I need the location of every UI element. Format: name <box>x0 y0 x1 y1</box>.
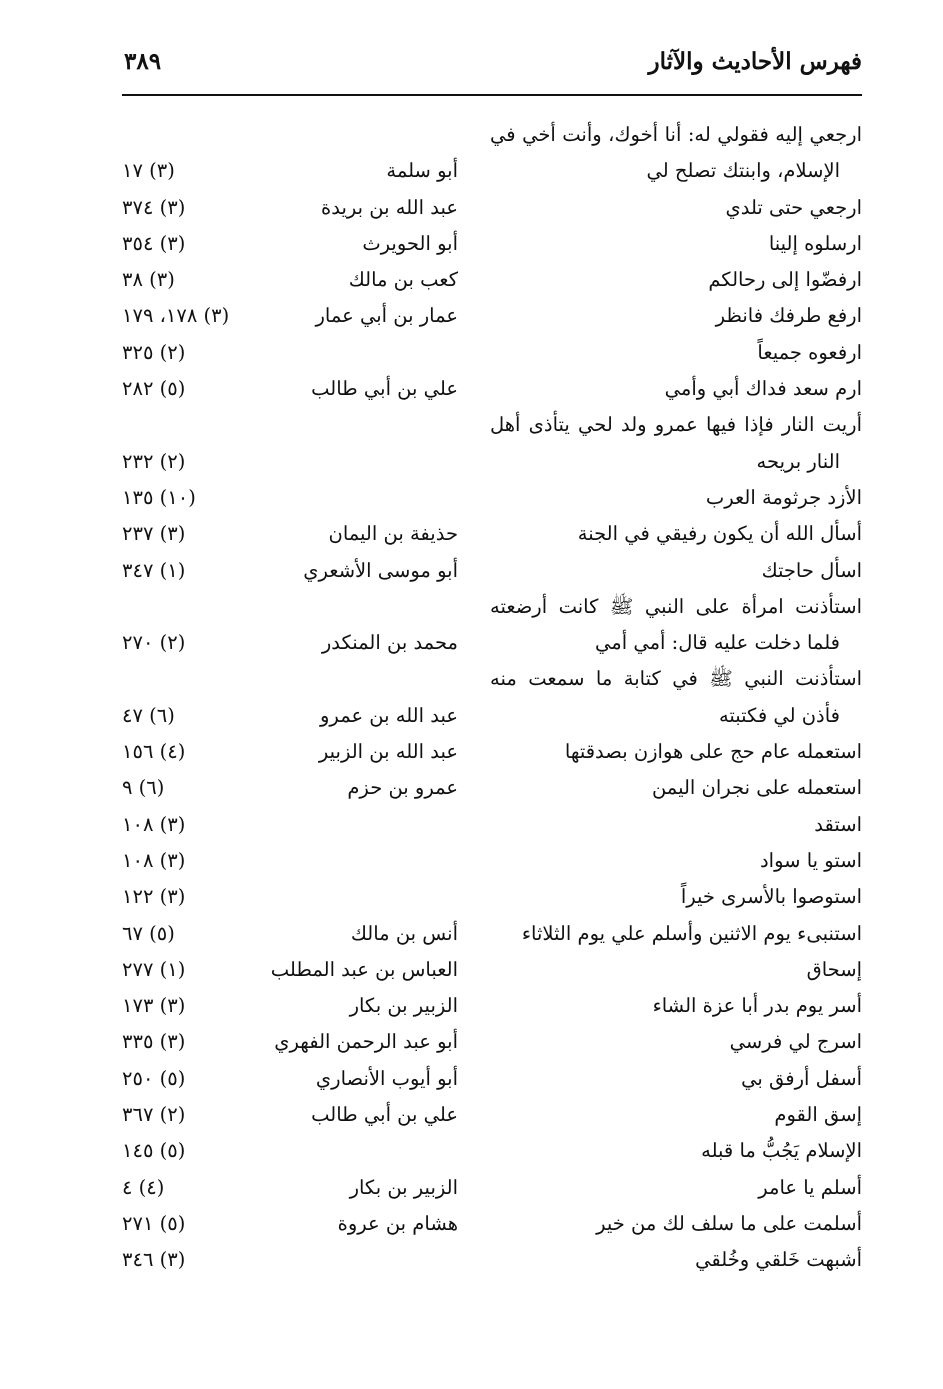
narrator: العباس بن عبد المطلب <box>270 957 458 981</box>
hadith-text: ارفع طرفك فانظر <box>715 304 862 328</box>
index-entry <box>122 483 862 519</box>
entry-line <box>122 991 862 1027</box>
hadith-text: أريت النار فإذا فيها عمرو ولد لحي يتأذى أهل <box>490 413 862 437</box>
hadith-text: استأذنت امرأة على النبي ﷺ كانت أرضعته <box>490 594 862 618</box>
entry-line <box>122 483 862 519</box>
volume-page-reference: (٣) ٣٥٤ <box>122 231 186 255</box>
entry-line <box>122 447 862 483</box>
narrator: علي بن أبي طالب <box>311 377 458 401</box>
narrator: هشام بن عروة <box>337 1211 458 1235</box>
entry-line <box>122 664 862 700</box>
index-entry <box>122 374 862 410</box>
index-entry <box>122 301 862 337</box>
hadith-text: استقد <box>814 812 862 836</box>
index-entry <box>122 193 862 229</box>
running-title: فهرس الأحاديث والآثار <box>648 48 862 75</box>
narrator: أبو موسى الأشعري <box>303 558 458 582</box>
entry-line <box>122 265 862 301</box>
volume-page-reference: (٥) ٢٧١ <box>122 1211 186 1235</box>
index-entry <box>122 1027 862 1063</box>
volume-page-reference: (٢) ٢٧٠ <box>122 631 186 655</box>
volume-page-reference: (٣) ١٠٨ <box>122 812 186 836</box>
hadith-text: أشبهت خَلقي وخُلقي <box>695 1248 862 1272</box>
index-entry <box>122 955 862 991</box>
hadith-text-continuation: فأذن لي فكتبته <box>718 703 840 727</box>
entry-line <box>122 701 862 737</box>
hadith-text: اسرج لي فرسي <box>729 1030 862 1054</box>
index-entry <box>122 882 862 918</box>
hadith-text: استعمله عام حج على هوازن بصدقتها <box>564 740 862 764</box>
entry-line <box>122 1064 862 1100</box>
page-header <box>122 48 862 92</box>
entry-line <box>122 1173 862 1209</box>
narrator: أبو عبد الرحمن الفهري <box>274 1030 458 1054</box>
hadith-text: استنبىء يوم الاثنين وأسلم علي يوم الثلاثاء <box>521 921 862 945</box>
entry-line <box>122 737 862 773</box>
narrator: كعب بن مالك <box>348 268 458 292</box>
index-entry <box>122 265 862 301</box>
index-entry <box>122 991 862 1027</box>
index-entry <box>122 846 862 882</box>
volume-page-reference: (٣) ١٢٢ <box>122 885 186 909</box>
entry-line <box>122 519 862 555</box>
volume-page-reference: (٣) ٣٣٥ <box>122 1030 186 1054</box>
volume-page-reference: (١٠) ١٣٥ <box>122 485 196 509</box>
entry-line <box>122 1245 862 1281</box>
volume-page-reference: (١) ٢٧٧ <box>122 957 186 981</box>
volume-page-reference: (٣) ١٧ <box>122 159 175 183</box>
narrator: عبد الله بن الزبير <box>318 740 458 764</box>
hadith-text: ارجعي حتى تلدي <box>725 195 862 219</box>
volume-page-reference: (٣) ٣٨ <box>122 268 175 292</box>
entry-line <box>122 1100 862 1136</box>
hadith-text: أسفل أرفق بي <box>741 1066 862 1090</box>
index-entry <box>122 592 862 665</box>
hadith-text: ارفضّوا إلى رحالكم <box>708 268 862 292</box>
volume-page-reference: (٢) ٢٣٢ <box>122 449 186 473</box>
hadith-text: أسأل الله أن يكون رفيقي في الجنة <box>577 522 862 546</box>
volume-page-reference: (٢) ٣٢٥ <box>122 340 186 364</box>
volume-page-reference: (٦) ٩ <box>122 776 165 800</box>
entry-line <box>122 410 862 446</box>
hadith-text: الإسلام يَجُبُّ ما قبله <box>701 1139 862 1163</box>
hadith-text: إسق القوم <box>774 1103 862 1127</box>
hadith-text: الأزد جرثومة العرب <box>705 485 862 509</box>
entry-line <box>122 773 862 809</box>
entry-line <box>122 628 862 664</box>
entry-line <box>122 156 862 192</box>
narrator: أبو سلمة <box>386 159 458 183</box>
volume-page-reference: (٥) ١٤٥ <box>122 1139 186 1163</box>
volume-page-reference: (٣) ٢٣٧ <box>122 522 186 546</box>
index-entry <box>122 556 862 592</box>
index-entry <box>122 338 862 374</box>
volume-page-reference: (٤) ١٥٦ <box>122 740 186 764</box>
volume-page-reference: (٣) ١٧٣ <box>122 994 186 1018</box>
volume-page-reference: (٣) ١٧٨، ١٧٩ <box>122 304 230 328</box>
entry-line <box>122 1027 862 1063</box>
volume-page-reference: (٤) ٤ <box>122 1175 165 1199</box>
entry-line <box>122 338 862 374</box>
entry-line <box>122 301 862 337</box>
entry-line <box>122 955 862 991</box>
index-entry <box>122 1100 862 1136</box>
hadith-text-continuation: الإسلام، وابنتك تصلح لي <box>646 159 840 183</box>
volume-page-reference: (٢) ٣٦٧ <box>122 1103 186 1127</box>
index-entry <box>122 737 862 773</box>
entry-line <box>122 592 862 628</box>
index-entry <box>122 810 862 846</box>
entry-line <box>122 120 862 156</box>
index-entry <box>122 1064 862 1100</box>
hadith-text: أسلم يا عامر <box>758 1175 862 1199</box>
index-entry <box>122 1173 862 1209</box>
header-rule <box>122 94 862 96</box>
hadith-text-continuation: فلما دخلت عليه قال: أمي أمي <box>595 631 840 655</box>
volume-page-reference: (٣) ٣٧٤ <box>122 195 186 219</box>
narrator: أبو الحويرث <box>362 231 458 255</box>
narrator: عمرو بن حزم <box>347 776 458 800</box>
hadith-text: إسحاق <box>806 957 862 981</box>
volume-page-reference: (١) ٣٤٧ <box>122 558 186 582</box>
narrator: الزبير بن بكار <box>349 1175 458 1199</box>
volume-page-reference: (٥) ٦٧ <box>122 921 175 945</box>
index-entry <box>122 410 862 483</box>
hadith-text: استعمله على نجران اليمن <box>651 776 862 800</box>
index-entry <box>122 1209 862 1245</box>
narrator: عبد الله بن عمرو <box>320 703 458 727</box>
index-entry <box>122 1245 862 1281</box>
narrator: أنس بن مالك <box>350 921 458 945</box>
index-entry <box>122 664 862 737</box>
narrator: عبد الله بن بريدة <box>321 195 458 219</box>
index-entries <box>122 120 862 1282</box>
hadith-text: أسر يوم بدر أبا عزة الشاء <box>652 994 862 1018</box>
hadith-text-continuation: النار بريحه <box>756 449 840 473</box>
entry-line <box>122 193 862 229</box>
narrator: أبو أيوب الأنصاري <box>315 1066 458 1090</box>
hadith-text: ارجعي إليه فقولي له: أنا أخوك، وأنت أخي في <box>490 123 862 146</box>
entry-line <box>122 1209 862 1245</box>
volume-page-reference: (٥) ٢٥٠ <box>122 1066 186 1090</box>
hadith-text: اسأل حاجتك <box>761 558 862 582</box>
hadith-text: استو يا سواد <box>760 848 862 872</box>
narrator: الزبير بن بكار <box>349 994 458 1018</box>
entry-line <box>122 1136 862 1172</box>
narrator: عمار بن أبي عمار <box>315 304 458 328</box>
index-entry <box>122 1136 862 1172</box>
hadith-text: ارسلوه إلينا <box>768 231 862 255</box>
hadith-text: ارم سعد فداك أبي وأمي <box>664 377 862 401</box>
entry-line <box>122 810 862 846</box>
entry-line <box>122 374 862 410</box>
page-number: ٣٨٩ <box>124 48 162 75</box>
narrator: محمد بن المنكدر <box>321 631 458 655</box>
hadith-text: ارفعوه جميعاً <box>757 340 862 364</box>
index-entry <box>122 919 862 955</box>
narrator: حذيفة بن اليمان <box>328 522 458 546</box>
index-entry <box>122 519 862 555</box>
entry-line <box>122 229 862 265</box>
index-entry <box>122 120 862 193</box>
volume-page-reference: (٣) ٣٤٦ <box>122 1248 186 1272</box>
volume-page-reference: (٦) ٤٧ <box>122 703 175 727</box>
index-entry <box>122 773 862 809</box>
index-entry <box>122 229 862 265</box>
volume-page-reference: (٥) ٢٨٢ <box>122 377 186 401</box>
hadith-text: استأذنت النبي ﷺ في كتابة ما سمعت منه <box>490 667 862 691</box>
entry-line <box>122 882 862 918</box>
entry-line <box>122 919 862 955</box>
hadith-text: أسلمت على ما سلف لك من خير <box>596 1211 862 1235</box>
hadith-text: استوصوا بالأسرى خيراً <box>680 885 862 909</box>
entry-line <box>122 556 862 592</box>
entry-line <box>122 846 862 882</box>
volume-page-reference: (٣) ١٠٨ <box>122 848 186 872</box>
narrator: علي بن أبي طالب <box>311 1103 458 1127</box>
